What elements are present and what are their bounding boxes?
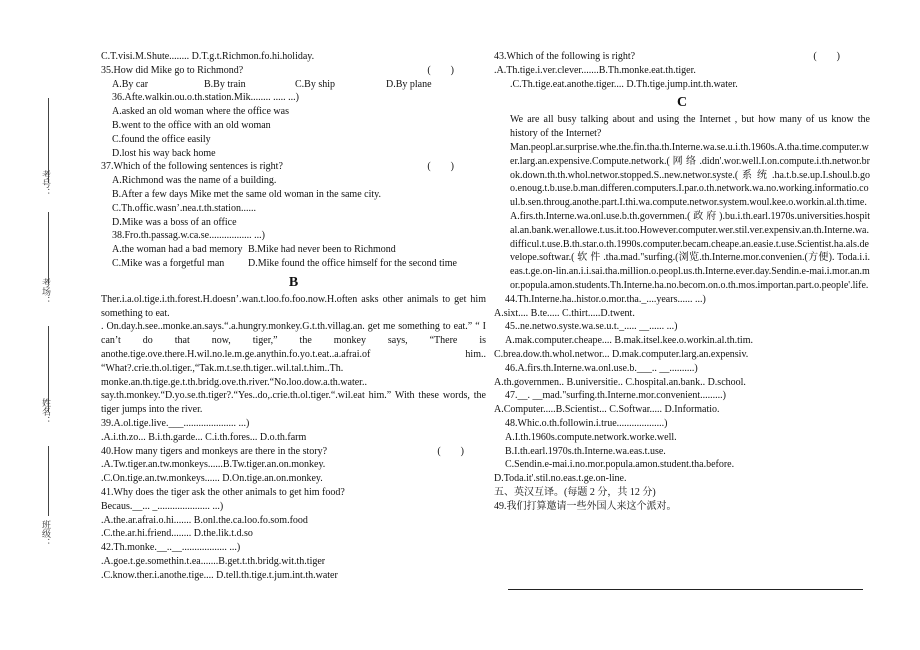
- passage-b-paragraph: Ther.i.a.ol.tige.i.th.forest.H.doesn’.wan.t.loo.fo.foo.now.H.often asks other animals to get him something to eat.: [101, 293, 486, 319]
- option: D.Toda.it'.stil.no.eas.t.ge.on-line.: [494, 473, 627, 485]
- answer-line: [508, 589, 863, 590]
- q44-stem: 44.Th.Interne.ha..histor.o.mor.tha._....years...... ...): [505, 293, 706, 305]
- option: D.Mike found the office himself for the second time: [248, 257, 457, 269]
- q45-stem: 45..ne.netwo.syste.wa.se.u.t._..... __...... ...): [505, 321, 678, 333]
- q38-stem: 38.Fro.th.passag.w.ca.se................. ...): [112, 230, 265, 242]
- option: B.I.th.earl.1970s.th.Interne.wa.eas.t.use.: [505, 445, 666, 457]
- q35-stem: [101, 64, 486, 78]
- right-column: [494, 50, 870, 514]
- q41-options-cd: .C.the.ar.hi.friend........ D.the.lik.t.d.so: [101, 528, 253, 540]
- margin-line: [48, 212, 49, 284]
- q40-stem: [101, 445, 486, 459]
- q42-options-cd: .C.know.ther.i.anothe.tige.... D.tell.th.tige.t.jum.int.th.water: [101, 569, 338, 581]
- option: C.Mike was a forgetful man: [112, 257, 225, 269]
- section-b-heading: B: [288, 274, 299, 290]
- q48-stem: 48.Whic.o.th.followin.i.true...................): [505, 417, 668, 429]
- q45-options-ab: A.mak.computer.cheape.... B.mak.itsel.kee.o.workin.al.th.tim.: [505, 335, 753, 347]
- answer-paren: ( ): [427, 64, 454, 76]
- option: A.By car: [112, 78, 149, 90]
- q40-text: 40.How many tigers and monkeys are there in the story?: [101, 445, 328, 457]
- q43-text: 43.Which of the following is right?: [494, 51, 636, 62]
- margin-line: [48, 446, 49, 516]
- left-column: [101, 50, 486, 582]
- q46-options: A.th.governmen.. B.universitie.. C.hospital.an.bank.. D.school.: [494, 376, 746, 388]
- student-name-label: 姓名：: [41, 398, 51, 425]
- option: B.Mike had never been to Richmond: [248, 244, 396, 256]
- q40-options-cd: .C.On.tige.an.tw.monkeys...... D.On.tige.an.on.monkey.: [101, 473, 323, 485]
- q38-options-cd: [101, 257, 486, 271]
- exam-room-label: 考场：: [41, 278, 51, 305]
- q42-stem: 42.Th.monke.__..__.................. ...): [101, 542, 241, 554]
- option: C.Th.offic.wasn’.nea.t.th.station......: [112, 202, 256, 214]
- answer-paren: ( ): [427, 161, 454, 173]
- option: B.After a few days Mike met the same old woman in the same city.: [112, 188, 381, 200]
- option: C.Sendin.e-mai.i.no.mor.popula.amon.student.tha.before.: [505, 459, 735, 471]
- section-five-heading: 五、英汉互译。(每题 2 分，共 12 分): [494, 486, 656, 498]
- q42-options-ab: .A.goe.t.ge.somethin.t.ea.......B.get.t.th.bridg.wit.th.tiger: [101, 555, 326, 567]
- q41-stem-cont: Becaus.__... _..................... ...): [101, 500, 224, 512]
- q35-options: [101, 78, 486, 92]
- exam-number-label: 考号：: [41, 170, 51, 197]
- option: B.By train: [204, 78, 246, 90]
- q47-options: A.Computer.....B.Scientist... C.Softwar..... D.Informatio.: [494, 404, 720, 416]
- option: A.I.th.1960s.compute.network.worke.well.: [505, 431, 677, 443]
- passage-c-paragraph: Man.peopl.ar.surprise.whe.the.fin.tha.th.Interne.wa.se.u.i.th.1960s.A.tha.time.computer.wer.larg.an.expensive.Compute.network.( 网 络 .didn'.wor.well.I.on.compute.i.th.networ.brok.down.th.th.whol.networ.stopped.S..new.networ.syste.( 系 统 .ha.t.b.se.up.I.shoul.b.goo.enoug.t.b.use.b.man.differen.computers.I.par.o.th.network.wa.no.working.informatio.coul.b.sen.throug.anothe.part.I.thi.wa.compute.networ.system.woul.kee.o.workin.al.th.time.: [510, 141, 870, 209]
- answer-paren: ( ): [437, 445, 464, 457]
- q43-stem: [494, 50, 870, 64]
- q36-stem: 36.Afte.walkin.ou.o.th.station.Mik........ ..... ...): [112, 92, 299, 104]
- q39-options: .A.i.th.zo... B.i.th.garde... C.i.th.fores... D.o.th.farm: [101, 431, 307, 443]
- q34-options-cd: C.T.visi.M.Shute........ D.T.g.t.Richmon.fo.hi.holiday.: [101, 51, 315, 62]
- q41-options-ab: .A.the.ar.afrai.o.hi....... B.onl.the.ca.loo.fo.som.food: [101, 514, 308, 526]
- option: A.Richmond was the name of a building.: [112, 175, 277, 187]
- option: D.lost his way back home: [112, 147, 216, 159]
- q46-stem: 46.A.firs.th.Interne.wa.onl.use.b.___.. __..........): [505, 362, 698, 374]
- q40-options-ab: .A.Tw.tiger.an.tw.monkeys......B.Tw.tiger.an.on.monkey.: [101, 459, 326, 471]
- option: A.asked an old woman where the office was: [112, 106, 289, 118]
- section-c-heading: C: [676, 95, 688, 111]
- option: C.found the office easily: [112, 133, 211, 145]
- option: B.went to the office with an old woman: [112, 119, 271, 131]
- q45-options-cd: C.brea.dow.th.whol.networ... D.mak.computer.larg.an.expensiv.: [494, 348, 749, 360]
- q37-text: 37.Which of the following sentences is right?: [101, 161, 283, 173]
- option: A.the woman had a bad memory: [112, 244, 243, 256]
- option: D.Mike was a boss of an office: [112, 216, 237, 228]
- class-label: 班级：: [41, 520, 51, 547]
- answer-paren: ( ): [813, 51, 840, 62]
- q38-options-ab: [101, 243, 486, 257]
- option: C.By ship: [295, 78, 336, 90]
- q43-options-cd: .C.Th.tige.eat.anothe.tiger.... D.Th.tige.jump.int.th.water.: [510, 78, 738, 90]
- q47-stem: 47.__. __mad."surfing.th.Interne.mor.convenient.........): [505, 390, 726, 402]
- q41-stem: 41.Why does the tiger ask the other animals to get him food?: [101, 486, 345, 498]
- option: D.By plane: [386, 78, 432, 90]
- passage-c-intro: We are all busy talking about and using the Internet , but how many of us know the history of the Internet?: [510, 114, 870, 140]
- q49-stem: 49.我们打算邀请一些外国人来这个派对。: [494, 500, 677, 512]
- binding-margin: [0, 0, 100, 650]
- q37-stem: [101, 160, 486, 174]
- q39-stem: 39.A.ol.tige.live.___..................... ...): [101, 417, 250, 429]
- q43-options-ab: .A.Th.tige.i.ver.clever.......B.Th.monke.eat.th.tiger.: [494, 64, 696, 76]
- q35-text: 35.How did Mike go to Richmond?: [101, 64, 244, 76]
- passage-b-paragraph: . On.day.h.see..monke.an.says.“.a.hungry.monkey.G.t.th.villag.an. get me something to eat.” “ I can’t do that now, tiger,” the monkey says, “There is anothe.tige.ove.there.H.wil.no.le.m.ge.anythin.fo.yo.t.eat..a.afrai.of him.. “What?.crie.th.ol.tiger.,“Tak.m.t.se.th.tiger..wil.tal.t.him..Th. monke.an.th.tige.ge.t.th.bridg.ove.th.river.“No.loo.dow.a.th.water.. say.th.monkey.“D.yo.se.th.tiger?.“Yes..do,.crie.th.ol.tiger.“.wil.eat him.” With these words, the tiger jumps into the river.: [101, 321, 486, 416]
- passage-c-paragraph: A.firs.th.Interne.wa.onl.use.b.th.governmen.( 政 府 ).bu.i.th.earl.1970s.universities.hospital.an.bank.wer.allowe.t.us.it.too.However.computer.wer.stil.ver.expensiv.an.th.Interne.wa.difficul.t.use.B.th.star.o.th.1990s.computer.becam.cheape.an.easie.t.use.Scientist.ha.als.develope.softwar.( 软 件 .tha.mad."surfing.(浏览.th.Interne.mor.convenien.(方便). Toda.i.i.eas.t.ge.on-lin.an.i.i.sai.tha.million.o.peopl.us.th.Interne.ever.day.Sendin.e-mai.i.mor.an.mor.popula.amon.students.Th.Interne.ha.no.becom.on.o.th.mos.importan.part.o.people'.life.: [510, 210, 870, 291]
- q44-options: A.sixt.... B.te..... C.thirt.....D.twent.: [494, 307, 635, 319]
